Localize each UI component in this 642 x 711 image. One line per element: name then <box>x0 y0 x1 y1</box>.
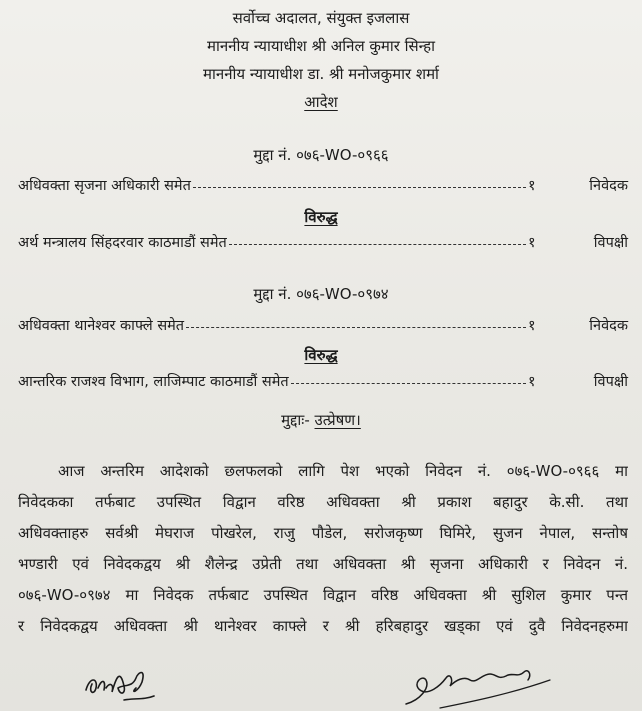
body-line: भण्डारी एवं निवेदकद्वय श्री शैलेन्द्र उप्रेती तथा अधिवक्ता श्री सृजना अधिकारी र निवेदन नं. <box>18 555 628 573</box>
case-2-respondent: आन्तरिक राजश्व विभाग, लाजिम्पाट काठमाडौं समेत <box>18 374 289 390</box>
case-2-respondent-count: १ <box>528 374 536 390</box>
case-2-respondent-role: विपक्षी <box>593 374 628 390</box>
case-2-versus: विरुद्ध <box>304 346 338 364</box>
order-body-paragraph <box>18 456 628 642</box>
dotted-leader <box>291 383 526 384</box>
body-line: अधिवक्ताहरु सर्वश्री मेघराज पोखरेल, राजु पौडेल, सरोजकृष्ण घिमिरे, सुजन नेपाल, सन्तोष <box>18 524 628 542</box>
dotted-leader <box>193 187 526 188</box>
judge-2: माननीय न्यायाधीश डा. श्री मनोजकुमार शर्मा <box>203 65 439 83</box>
case-1-petitioner: अधिवक्ता सृजना अधिकारी समेत <box>18 178 191 194</box>
body-line: निवेदकका तर्फबाट उपस्थित विद्वान वरिष्ठ अधिवक्ता श्री प्रकाश बहादुर के.सी. तथा <box>18 493 628 511</box>
dotted-leader <box>229 244 526 245</box>
case-2-petitioner-count: १ <box>528 318 536 334</box>
case-2-petitioner-row <box>18 314 628 336</box>
case-2-petitioner: अधिवक्ता थानेश्वर काफ्ले समेत <box>18 318 185 334</box>
subject-label: मुद्दाः- <box>281 411 310 429</box>
signature-right <box>400 650 560 710</box>
body-line: आज अन्तरिम आदेशको छलफलको लागि पेश भएको निवेदन नं. ०७६-WO-०९६६ मा <box>58 462 628 480</box>
case-1-respondent-count: १ <box>528 235 536 251</box>
order-title: आदेश <box>304 93 338 111</box>
case-2-petitioner-role: निवेदक <box>589 318 628 334</box>
case-1-petitioner-role: निवेदक <box>589 178 628 194</box>
case-1-respondent-role: विपक्षी <box>593 235 628 251</box>
case-2-number: मुद्दा नं. ०७६-WO-०९७४ <box>253 285 389 303</box>
subject-value: उत्प्रेषण। <box>314 411 361 429</box>
dotted-leader <box>186 327 526 328</box>
case-1-versus: विरुद्ध <box>304 208 338 226</box>
case-1-respondent-row <box>18 231 628 253</box>
body-line: र निवेदकद्वय अधिवक्ता श्री थानेश्वर काफ्ले र श्री हरिबहादुर खड्का एवं दुवै निवेदनहरुमा <box>18 617 628 635</box>
judge-1: माननीय न्यायाधीश श्री अनिल कुमार सिन्हा <box>206 37 436 55</box>
case-1-respondent: अर्थ मन्त्रालय सिंहदरवार काठमाडौं समेत <box>18 235 227 251</box>
court-heading: सर्वोच्च अदालत, संयुक्त इजलास <box>232 9 410 27</box>
case-1-petitioner-count: १ <box>528 178 536 194</box>
case-1-petitioner-row <box>18 174 628 196</box>
signature-left <box>80 648 170 708</box>
case-2-respondent-row <box>18 370 628 392</box>
body-line: ०७६-WO-०९७४ मा निवेदक तर्फबाट उपस्थित विद्वान वरिष्ठ अधिवक्ता श्री सुशिल कुमार पन्त <box>18 586 628 604</box>
subject-line <box>0 410 642 430</box>
case-1-number: मुद्दा नं. ०७६-WO-०९६६ <box>253 146 389 164</box>
